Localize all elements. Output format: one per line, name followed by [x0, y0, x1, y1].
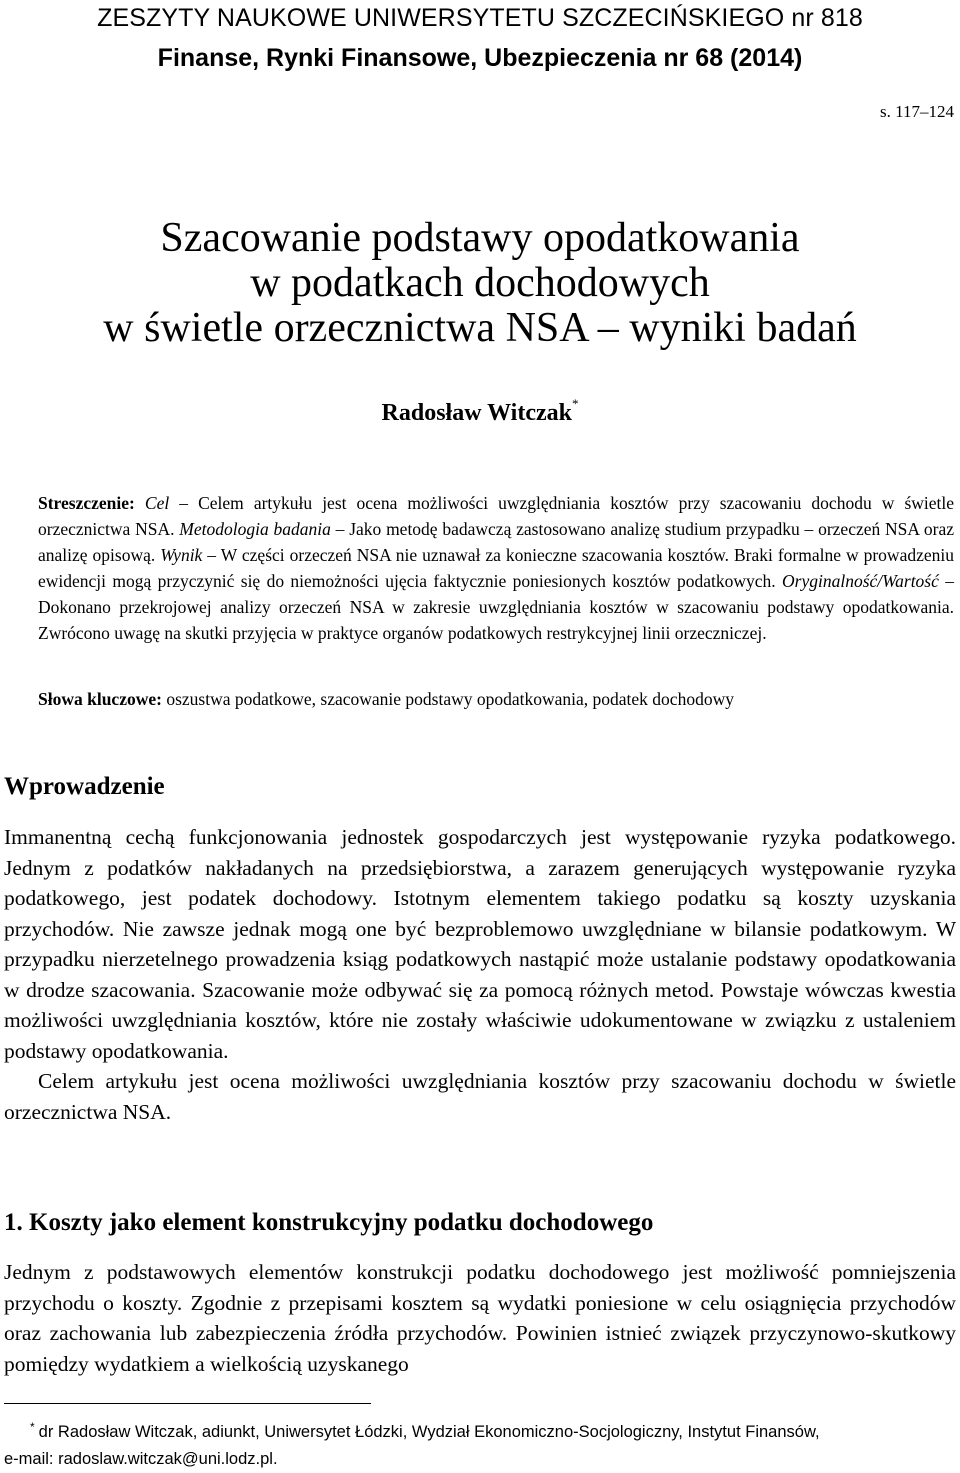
- abstract-result-label: Wynik: [160, 545, 203, 565]
- title-line: Szacowanie podstawy opodatkowania: [160, 215, 800, 261]
- author-footnote-mark: *: [571, 396, 579, 411]
- footnote: [4, 1414, 956, 1473]
- intro-body: [4, 822, 956, 1127]
- page-range: s. 117–124: [880, 102, 954, 121]
- intro-heading: Wprowadzenie: [4, 773, 165, 800]
- keywords-text: oszustwa podatkowe, szacowanie podstawy opodatkowania, podatek dochodowy: [161, 689, 734, 709]
- abstract-originality-label: Oryginalność/Wartość: [782, 571, 939, 591]
- title-line: w świetle orzecznictwa NSA – wyniki badań: [103, 305, 857, 351]
- abstract-originality-text: – Dokonano przekrojowej analizy orzeczeń NSA w zakresie uwzględniania kosztów w szacowaniu podstawy opodatkowania. Zwrócono uwagę na skutki przyjęcia w praktyce organów podatkowych restrykcyjnej linii orzeczniczej.: [38, 571, 955, 643]
- author: [0, 396, 960, 427]
- journal-series: Finanse, Rynki Finansowe, Ubezpieczenia nr 68 (2014): [157, 44, 803, 72]
- paragraph: Immanentną cechą funkcjonowania jednostek gospodarczych jest występowanie ryzyka podatkowego. Jednym z podatków nakładanych na przedsiębiorstwa, a zarazem generujących występowanie ryzyka podatkowego, jest podatek dochodowy. Istotnym elementem takiego podatku są koszty uzyskania przychodów. Nie zawsze jednak mogą one być bezproblemowo uwzględniane w bilansie podatkowym. W przypadku nierzetelnego prowadzenia ksiąg podatkowych nastąpić może ustalanie podstawy opodatkowania w drodze szacowania. Szacowanie może odbywać się za pomocą różnych metod. Powstaje wówczas kwestia możliwości uwzględniania kosztów, które nie zostały właściwie udokumentowane w związku z ustaleniem podstawy opodatkowania.: [4, 825, 956, 1063]
- keywords: [38, 689, 954, 710]
- footnote-mark: *: [30, 1420, 35, 1434]
- abstract: [38, 490, 954, 646]
- keywords-label: Słowa kluczowe:: [38, 689, 162, 709]
- abstract-label: Streszczenie:: [38, 493, 135, 513]
- footnote-divider: [4, 1403, 371, 1404]
- journal-title: ZESZYTY NAUKOWE UNIWERSYTETU SZCZECIŃSKIEGO nr 818: [97, 4, 863, 32]
- abstract-result-text: – W części orzeczeń NSA nie uznawał za konieczne szacowania kosztów. Braki formalne w prowadzeniu ewidencji mogą przyczynić się do niemożności ujęcia faktycznie poniesionych kosztów podatkowych.: [38, 545, 954, 591]
- abstract-cel-label: Cel: [144, 493, 170, 513]
- title-line: w podatkach dochodowych: [250, 260, 710, 306]
- abstract-method-label: Metodologia badania: [179, 519, 331, 539]
- footnote-email: e-mail: radoslaw.witczak@uni.lodz.pl.: [4, 1450, 278, 1468]
- section-1-body: [4, 1257, 956, 1379]
- author-name: Radosław Witczak: [381, 400, 572, 426]
- paragraph: Jednym z podstawowych elementów konstrukcji podatku dochodowego jest możliwość pomniejszenia przychodu o koszty. Zgodnie z przepisami kosztem są wydatki poniesione w celu osiągnięcia przychodów oraz zachowania lub zabezpieczenia źródła przychodów. Powinien istnieć związek przyczynowo-skutkowy pomiędzy wydatkiem a wielkością uzyskanego: [4, 1260, 956, 1376]
- section-1-heading: 1. Koszty jako element konstrukcyjny podatku dochodowego: [4, 1209, 654, 1236]
- abstract-cel-text: – Celem artykułu jest ocena możliwości uwzględniania kosztów przy szacowaniu dochodu w świetle orzecznictwa NSA.: [38, 493, 955, 539]
- abstract-method-text: – Jako metodę badawczą zastosowano analizę studium przypadku – orzeczeń NSA oraz analizę opisową.: [38, 519, 954, 565]
- footnote-text: dr Radosław Witczak, adiunkt, Uniwersytet Łódzki, Wydział Ekonomiczno-Socjologiczny, Instytut Finansów,: [38, 1423, 820, 1441]
- footnote-line: [4, 1414, 956, 1446]
- paragraph: Celem artykułu jest ocena możliwości uwzględniania kosztów przy szacowaniu dochodu w świetle orzecznictwa NSA.: [4, 1069, 956, 1124]
- article-title: [0, 216, 960, 351]
